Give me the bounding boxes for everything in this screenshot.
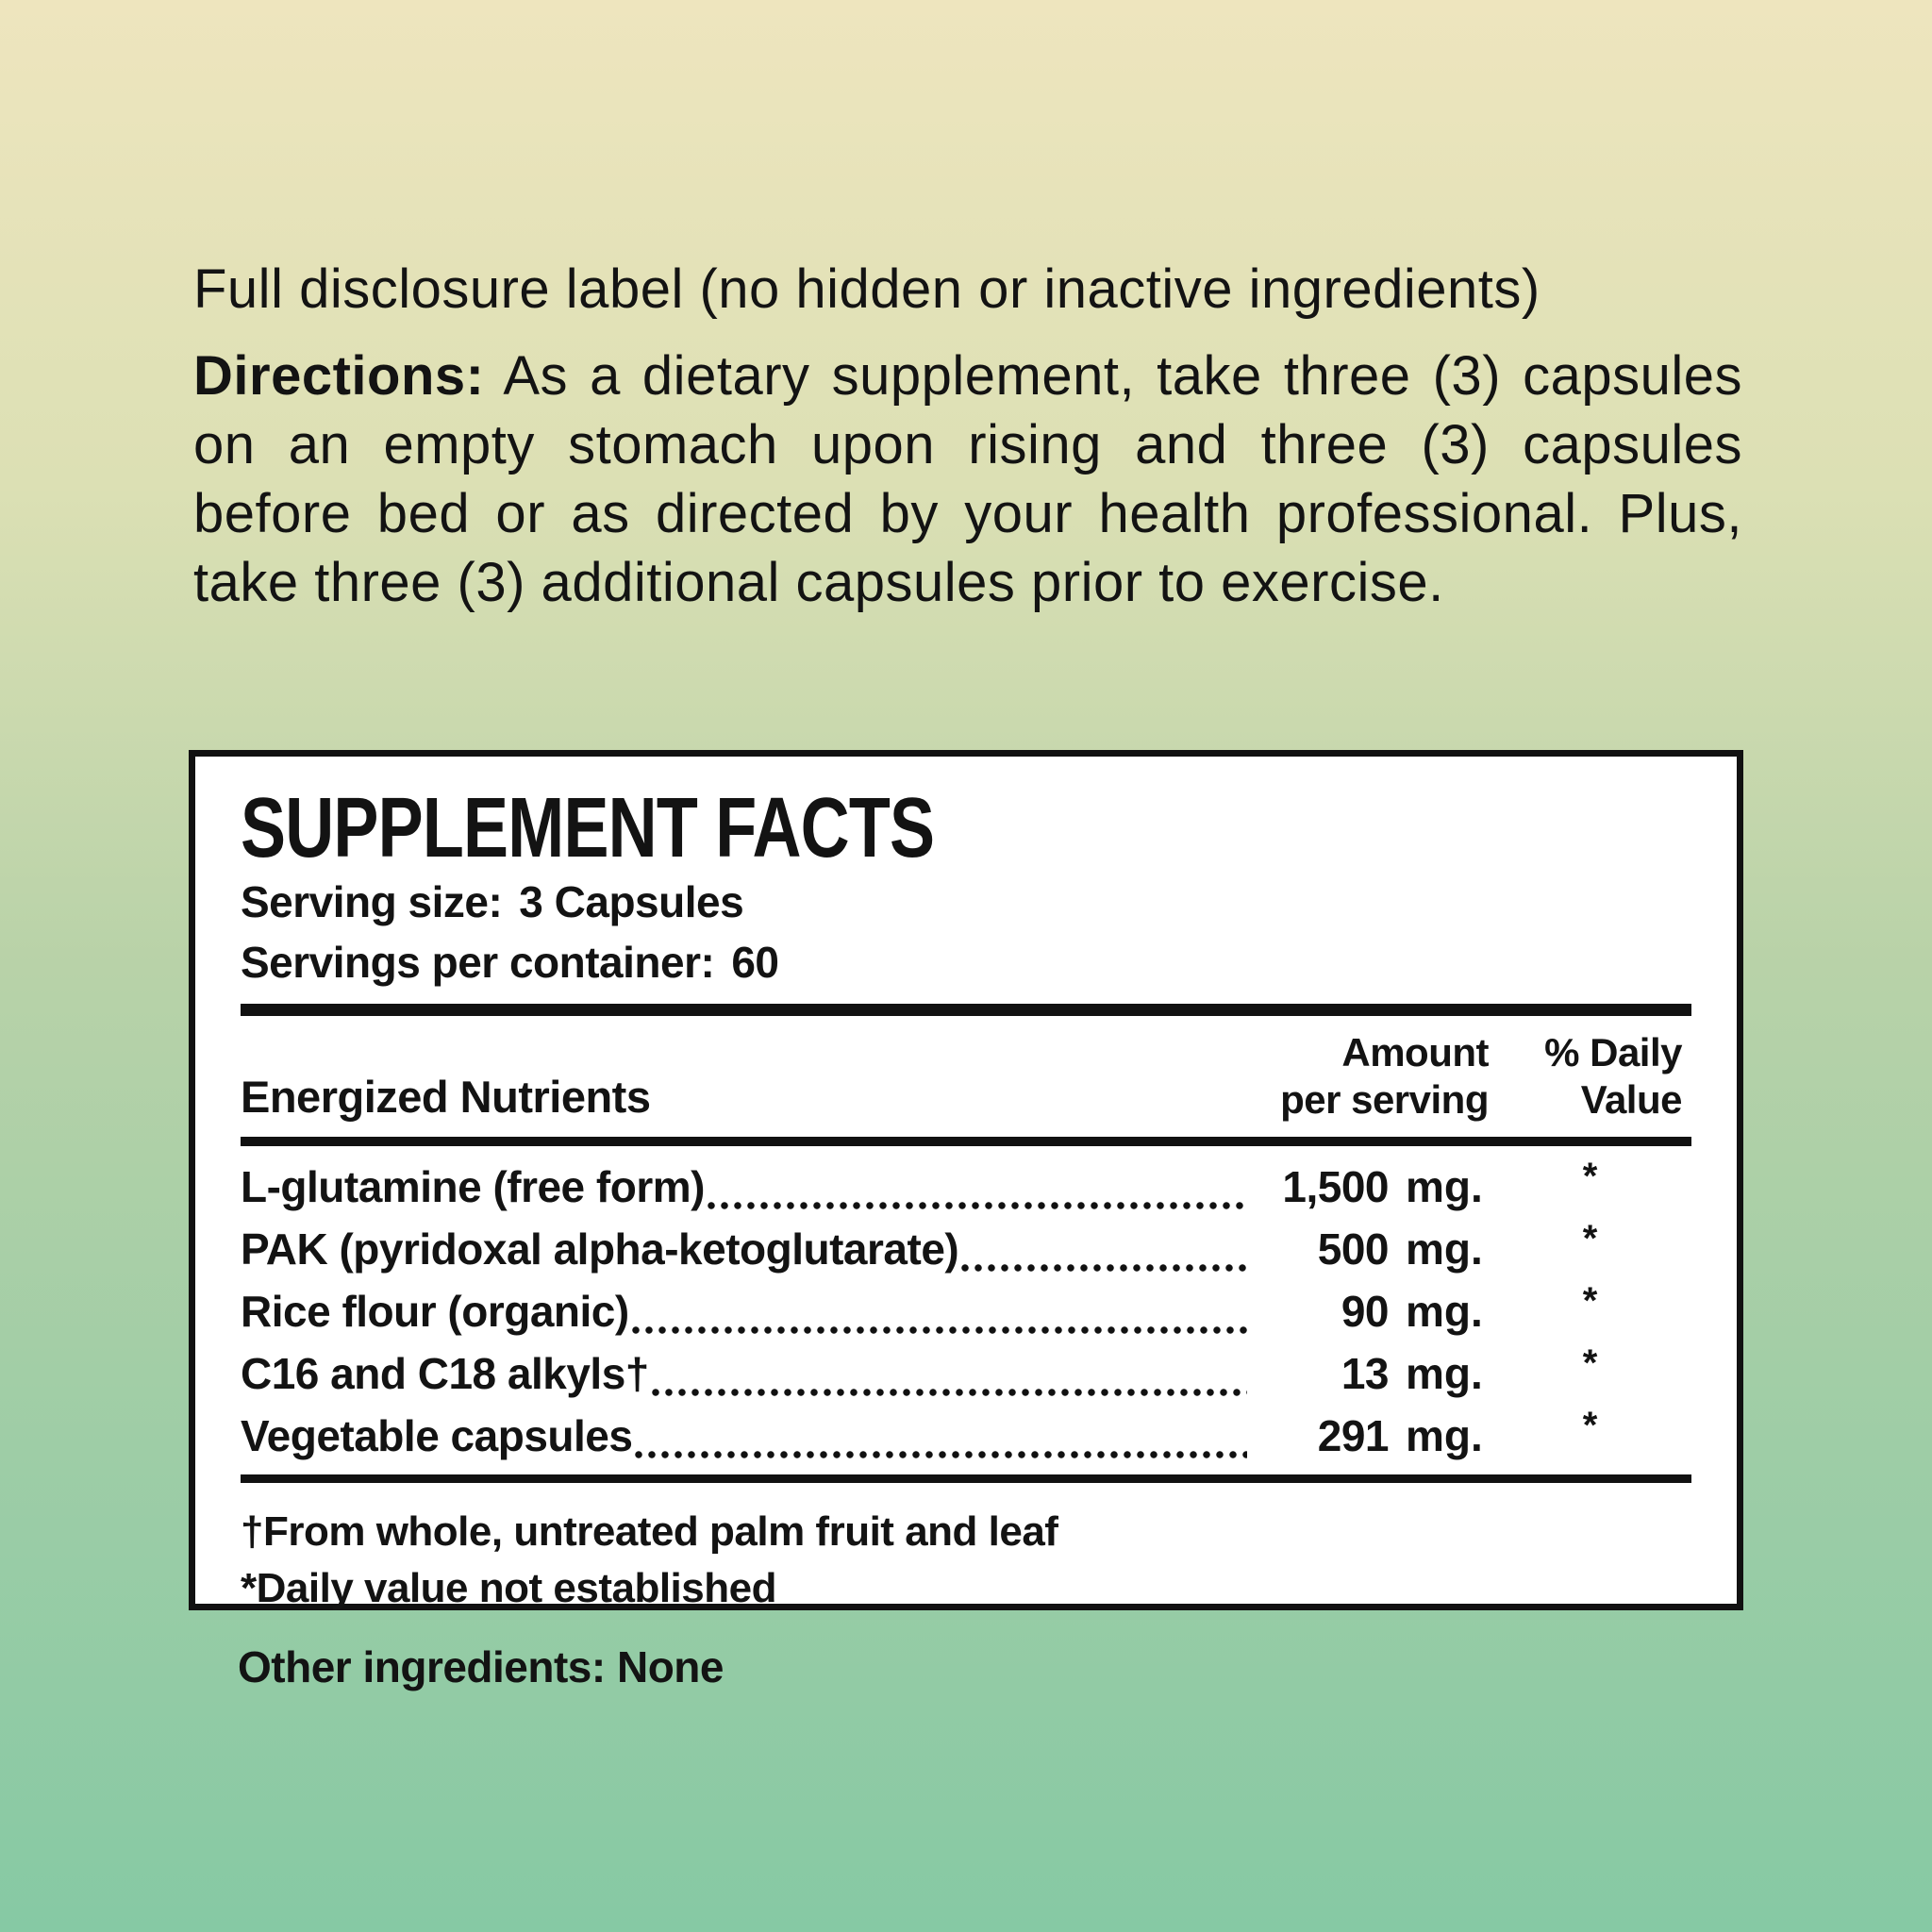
table-row (241, 1158, 1691, 1220)
column-header-dv-line1: % Daily (1544, 1030, 1682, 1074)
divider-medium (241, 1137, 1691, 1146)
column-header-daily-value (1489, 1029, 1691, 1125)
divider-thick (241, 1004, 1691, 1016)
nutrient-amount: 1,500 (1282, 1162, 1389, 1211)
nutrient-amount: 90 (1341, 1287, 1389, 1336)
nutrient-amount: 13 (1341, 1349, 1389, 1398)
footnote-asterisk: *Daily value not established (241, 1565, 776, 1611)
column-header-amount-line1: Amount (1341, 1030, 1489, 1074)
dotted-leader (960, 1263, 1247, 1273)
table-row (241, 1344, 1691, 1407)
other-ingredients-line: Other ingredients: None (238, 1642, 724, 1691)
servings-per-container-label: Servings per container: (241, 938, 715, 987)
nutrient-name: Rice flour (organic) (241, 1287, 629, 1336)
nutrient-name: L-glutamine (free form) (241, 1162, 705, 1211)
nutrient-daily-value: * (1582, 1280, 1598, 1322)
table-row (241, 1282, 1691, 1344)
servings-per-container-line (241, 932, 1691, 992)
supplement-facts-panel (189, 750, 1743, 1610)
dotted-leader (634, 1450, 1247, 1459)
nutrient-unit: mg. (1406, 1224, 1483, 1274)
footnote-dagger: †From whole, untreated palm fruit and leaf (241, 1508, 1058, 1555)
dotted-leader (631, 1325, 1247, 1335)
nutrient-rows (241, 1158, 1691, 1469)
directions-text: As a dietary supplement, take three (3) capsules on an empty stomach upon rising and three (3) capsules before bed or as directed by your health professional. Plus, take three (3) additional capsules prior to exercise. (193, 345, 1742, 613)
column-header-dv-line2: Value (1580, 1077, 1682, 1122)
footnotes (241, 1504, 1691, 1617)
divider-bottom (241, 1474, 1691, 1483)
nutrient-name: PAK (pyridoxal alpha-ketoglutarate) (241, 1224, 959, 1274)
full-disclosure-headline: Full disclosure label (no hidden or inactive ingredients) (193, 258, 1541, 320)
nutrient-daily-value: * (1582, 1342, 1598, 1384)
nutrient-unit: mg. (1406, 1287, 1483, 1336)
nutrient-unit: mg. (1406, 1349, 1483, 1398)
serving-size-label: Serving size: (241, 877, 503, 926)
column-header-amount-line2: per serving (1280, 1077, 1489, 1122)
nutrient-daily-value: * (1582, 1218, 1598, 1259)
nutrient-daily-value: * (1582, 1405, 1598, 1446)
dotted-leader (707, 1201, 1247, 1210)
servings-per-container-value: 60 (731, 938, 779, 987)
table-header-row (241, 1016, 1691, 1137)
directions-label: Directions: (193, 345, 485, 407)
dotted-leader (651, 1388, 1247, 1397)
serving-size-line (241, 872, 1691, 932)
nutrient-unit: mg. (1406, 1411, 1483, 1460)
table-row (241, 1407, 1691, 1469)
directions-paragraph (193, 341, 1742, 617)
nutrient-name: Vegetable capsules (241, 1411, 633, 1460)
nutrient-amount: 500 (1317, 1224, 1389, 1274)
column-header-amount (1253, 1029, 1489, 1125)
nutrient-daily-value: * (1582, 1156, 1598, 1197)
supplement-facts-title: SUPPLEMENT FACTS (241, 781, 935, 875)
serving-size-value: 3 Capsules (519, 877, 744, 926)
column-header-nutrients: Energized Nutrients (241, 1072, 651, 1122)
nutrient-unit: mg. (1406, 1162, 1483, 1211)
table-row (241, 1220, 1691, 1282)
nutrient-name: C16 and C18 alkyls† (241, 1349, 649, 1398)
nutrient-amount: 291 (1317, 1411, 1389, 1460)
